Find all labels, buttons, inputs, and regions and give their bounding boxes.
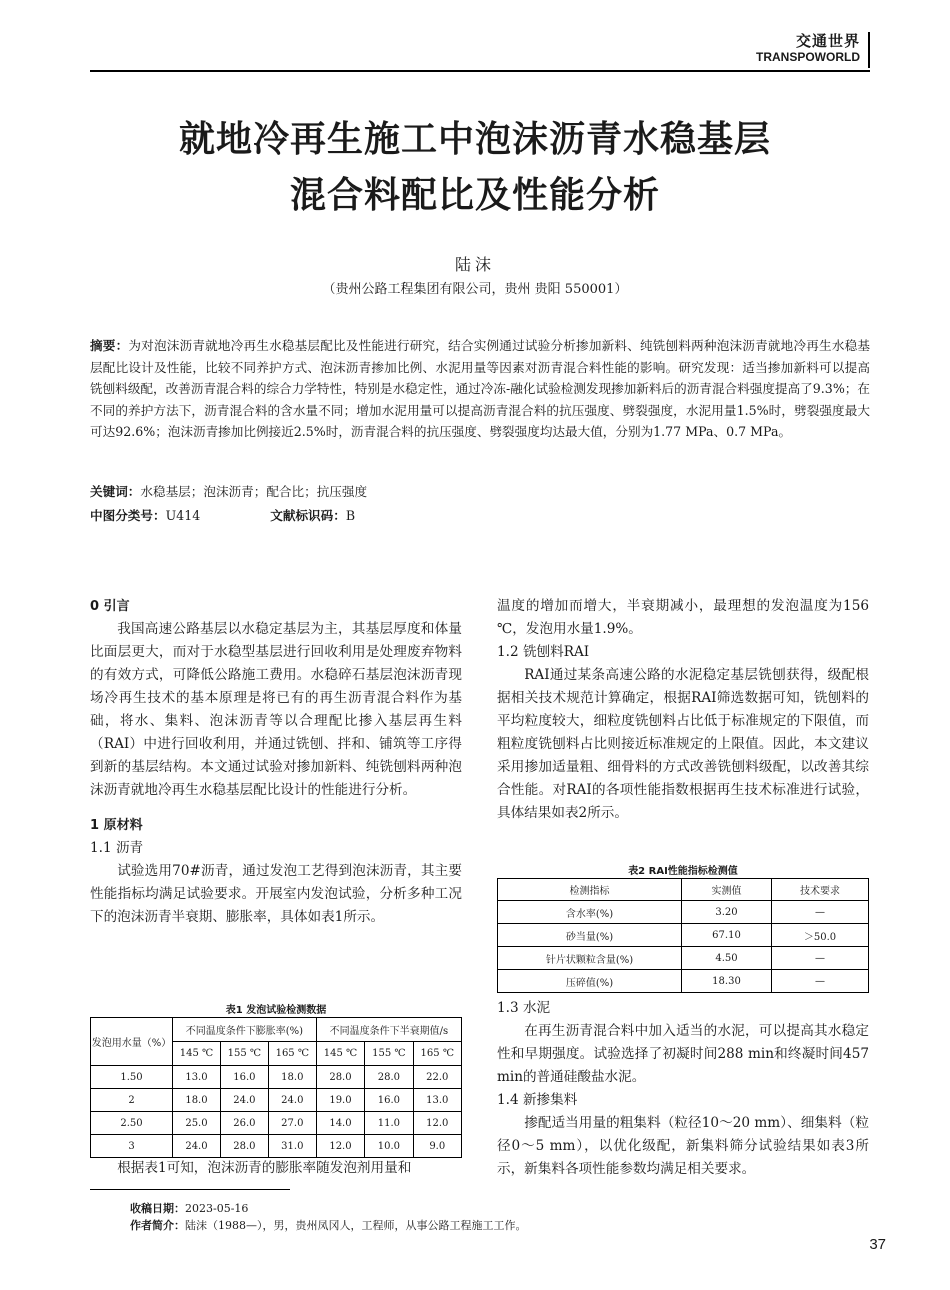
title-line-2: 混合料配比及性能分析 — [289, 175, 660, 216]
bio-text: 陆沫（1988—），男，贵州凤冈人，工程师，从事公路工程施工工作。 — [185, 1219, 527, 1232]
keywords-label: 关键词： — [90, 484, 141, 499]
table-cell: 18.0 — [173, 1089, 221, 1112]
table-cell: 针片状颗粒含量(%) — [498, 947, 682, 970]
section-1-1-continued: 温度的增加而增大，半衰期减小，最理想的发泡温度为156 ℃，发泡用水量1.9%。 — [497, 598, 869, 637]
table-cell: — — [772, 901, 869, 924]
clc-value: U414 — [165, 508, 201, 523]
journal-name-en: TRANSPOWORLD — [756, 50, 860, 64]
table-cell: 1.50 — [91, 1066, 173, 1089]
doc-code-label: 文献标识码： — [270, 508, 346, 523]
table-row — [91, 1066, 462, 1089]
table-1-temp-header: 145 ℃ — [173, 1042, 221, 1066]
table-row — [91, 1112, 462, 1135]
table-cell: 18.0 — [268, 1066, 316, 1089]
table-1-caption: 表1 发泡试验检测数据 — [225, 1005, 327, 1016]
table-1-temp-header: 165 ℃ — [413, 1042, 461, 1066]
table-row — [498, 970, 869, 993]
table-cell: 4.50 — [682, 947, 772, 970]
table-cell: 16.0 — [220, 1066, 268, 1089]
table-cell: 砂当量(%) — [498, 924, 682, 947]
author-bio — [130, 1217, 527, 1233]
header-rule — [90, 70, 870, 72]
table-cell: 14.0 — [316, 1112, 364, 1135]
table-cell: 26.0 — [220, 1112, 268, 1135]
abstract-text: 为对泡沫沥青就地冷再生水稳基层配比及性能进行研究，结合实例通过试验分析掺加新料、纯铣刨料两种泡沫沥青就地冷再生水稳基层配比设计及性能，比较不同养护方式、泡沫沥青掺加比例、水泥用量等因素对沥青混合料性能的影响。研究发现：适当掺加新料可以提高铣刨料级配，改善沥青混合料的综合力学特性，特别是水稳定性，通过冷冻-融化试验检测发现掺加新料后的沥青混合料强度提高了9.3%；在不同的养护方法下，沥青混合料的含水量不同；增加水泥用量可以提高沥青混合料的抗压强度、劈裂强度，水泥用量1.5%时，劈裂强度最大可达92.6%；泡沫沥青掺加比例接近2.5%时，沥青混合料的抗压强度、劈裂强度均达最大值，分别为1.77 MPa、0.7 MPa。 — [90, 338, 871, 439]
section-1-1-heading: 1.1 沥青 — [90, 840, 144, 856]
table-cell: 28.0 — [316, 1066, 364, 1089]
table-row — [91, 1135, 462, 1158]
table-cell: 24.0 — [173, 1135, 221, 1158]
table-cell: ＞50.0 — [772, 924, 869, 947]
table-cell: 27.0 — [268, 1112, 316, 1135]
table-1-temp-header: 155 ℃ — [365, 1042, 413, 1066]
table-cell: 13.0 — [173, 1066, 221, 1089]
table-cell: 12.0 — [413, 1112, 461, 1135]
section-0-paragraph: 我国高速公路基层以水稳定基层为主，其基层厚度和体量比面层更大，而对于水稳型基层进行回收利用是处理废弃物料的有效方式，可降低公路施工费用。水稳碎石基层泡沫沥青现场冷再生技术的基本原理是将已有的再生沥青混合料作为基础，将水、集料、泡沫沥青等以合理配比掺入基层再生料（RAI）中进行回收利用，并通过铣刨、拌和、铺筑等工序得到新的基层结构。本文通过试验对掺加新料、纯铣刨料两种泡沫沥青就地冷再生水稳基层配比设计的性能进行分析。 — [90, 621, 462, 798]
left-column-bottom — [90, 1157, 462, 1180]
bio-label: 作者简介： — [130, 1219, 185, 1232]
table-cell: 3 — [91, 1135, 173, 1158]
table-cell: 13.0 — [413, 1089, 461, 1112]
table-cell: 31.0 — [268, 1135, 316, 1158]
table-2-caption: 表2 RAI性能指标检测值 — [628, 866, 738, 877]
table-cell: 25.0 — [173, 1112, 221, 1135]
table-cell: 67.10 — [682, 924, 772, 947]
table-1-temp-header: 165 ℃ — [268, 1042, 316, 1066]
table-2-header: 技术要求 — [772, 879, 869, 901]
table-cell: 含水率(%) — [498, 901, 682, 924]
section-0-heading: 0 引言 — [90, 599, 130, 614]
title-line-1: 就地冷再生施工中泡沫沥青水稳基层 — [178, 119, 771, 160]
table-cell: 28.0 — [365, 1066, 413, 1089]
table-cell: 压碎值(%) — [498, 970, 682, 993]
table-cell: 2 — [91, 1089, 173, 1112]
section-1-3-paragraph: 在再生沥青混合料中加入适当的水泥，可以提高其水稳定性和早期强度。试验选择了初凝时间288 min和终凝时间457 min的普通硅酸盐水泥。 — [497, 1023, 869, 1085]
section-1-3-heading: 1.3 水泥 — [497, 1000, 551, 1016]
received-label: 收稿日期： — [130, 1202, 185, 1215]
section-1-2-paragraph: RAI通过某条高速公路的水泥稳定基层铣刨获得，级配根据相关技术规范计算确定，根据RAI筛选数据可知，铣刨料的平均粒度较大，细粒度铣刨料占比低于标准规定的下限值，而粗粒度铣刨料占比则接近标准规定的上限值。因此，本文建议采用掺加适量粗、细骨料的方式改善铣刨料级配，以改善其综合性能。对RAI的各项性能指数根据再生技术标准进行试验，具体结果如表2所示。 — [497, 667, 869, 821]
table-cell: 19.0 — [316, 1089, 364, 1112]
table-cell: 9.0 — [413, 1135, 461, 1158]
section-1-heading: 1 原材料 — [90, 818, 143, 833]
author-affiliation: （贵州公路工程集团有限公司，贵州 贵阳 550001） — [322, 282, 628, 297]
clc-label: 中图分类号： — [90, 508, 166, 523]
abstract-label: 摘要： — [90, 338, 129, 353]
right-column-bottom — [497, 997, 869, 1181]
table-2-header: 检测指标 — [498, 879, 682, 901]
table-cell: 16.0 — [365, 1089, 413, 1112]
table-cell: — — [772, 970, 869, 993]
table-2 — [497, 878, 869, 993]
received-value: 2023-05-16 — [185, 1202, 249, 1215]
section-1-1-paragraph-2: 根据表1可知，泡沫沥青的膨胀率随发泡剂用量和 — [117, 1160, 412, 1176]
table-cell: 10.0 — [365, 1135, 413, 1158]
table-cell: 11.0 — [365, 1112, 413, 1135]
table-row — [498, 947, 869, 970]
header-divider-vertical — [868, 32, 870, 68]
doc-code-value: B — [345, 508, 356, 523]
keywords-text: 水稳基层；泡沫沥青；配合比；抗压强度 — [140, 484, 368, 499]
right-column-top — [497, 595, 869, 825]
table-1-header-halflife: 不同温度条件下半衰期值/s — [316, 1018, 461, 1042]
table-1 — [90, 1017, 462, 1158]
section-1-4-heading: 1.4 新掺集料 — [497, 1092, 578, 1108]
table-1-temp-header: 145 ℃ — [316, 1042, 364, 1066]
section-1-2-heading: 1.2 铣刨料RAI — [497, 644, 590, 660]
table-1-header-water: 发泡用水量（%） — [91, 1018, 173, 1066]
table-cell: 22.0 — [413, 1066, 461, 1089]
left-column-top — [90, 595, 462, 929]
received-date — [130, 1200, 248, 1216]
page-number: 37 — [869, 1236, 886, 1253]
article-title — [0, 112, 950, 224]
section-1-1-paragraph: 试验选用70#沥青，通过发泡工艺得到泡沫沥青，其主要性能指标均满足试验要求。开展室内发泡试验，分析多种工况下的泡沫沥青半衰期、膨胀率，具体如表1所示。 — [90, 863, 462, 925]
table-row — [498, 901, 869, 924]
journal-name-cn: 交通世界 — [795, 32, 860, 50]
table-cell: 24.0 — [268, 1089, 316, 1112]
author-name: 陆沫 — [454, 255, 495, 274]
classification — [90, 505, 870, 524]
keywords — [90, 481, 870, 500]
table-cell: 12.0 — [316, 1135, 364, 1158]
footnote-rule — [90, 1189, 290, 1190]
table-1-temp-header: 155 ℃ — [220, 1042, 268, 1066]
table-1-header-expansion: 不同温度条件下膨胀率(%) — [173, 1018, 317, 1042]
table-cell: 2.50 — [91, 1112, 173, 1135]
table-cell: — — [772, 947, 869, 970]
table-row — [91, 1089, 462, 1112]
table-row — [498, 924, 869, 947]
section-1-4-paragraph: 掺配适当用量的粗集料（粒径10～20 mm）、细集料（粒径0～5 mm），以优化级配，新集料筛分试验结果如表3所示，新集料各项性能参数均满足相关要求。 — [497, 1115, 869, 1177]
table-cell: 3.20 — [682, 901, 772, 924]
abstract — [90, 335, 870, 443]
table-cell: 24.0 — [220, 1089, 268, 1112]
table-2-header: 实测值 — [682, 879, 772, 901]
table-cell: 18.30 — [682, 970, 772, 993]
table-cell: 28.0 — [220, 1135, 268, 1158]
